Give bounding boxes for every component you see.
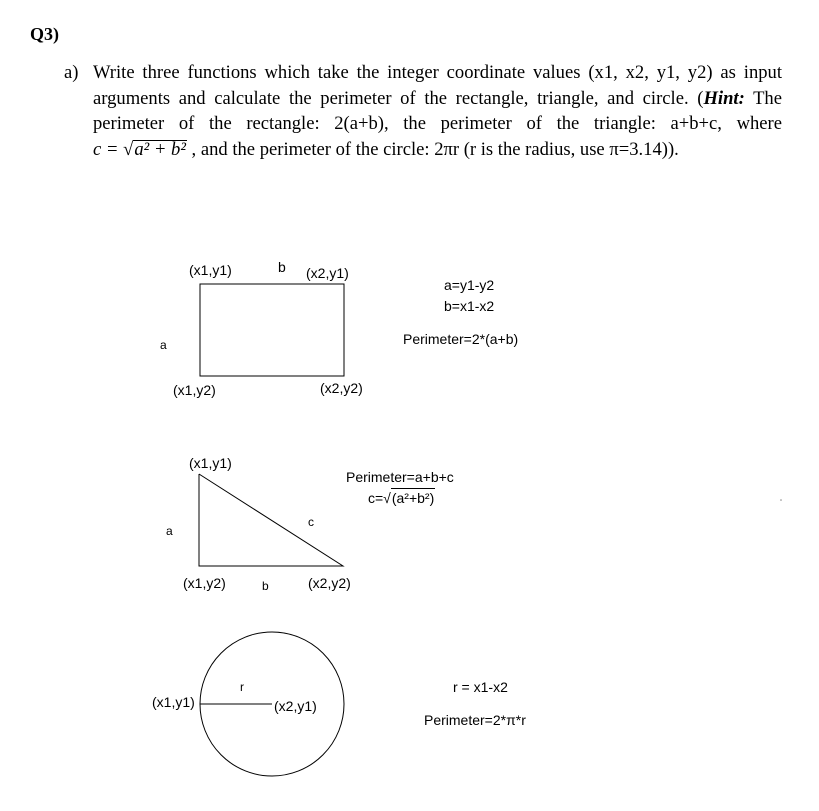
question-line-2-text: arguments and calculate the perimeter of the rectangle, triangle, and circle. ( bbox=[93, 87, 704, 109]
tri-perimeter: Perimeter=a+b+c bbox=[346, 469, 454, 485]
rect-left-side-label: a bbox=[160, 338, 167, 352]
hint-after: The bbox=[744, 87, 782, 109]
question-number: Q3) bbox=[30, 24, 59, 44]
formula-c-lhs: c = √ bbox=[93, 138, 134, 160]
rect-top-side-label: b bbox=[278, 259, 286, 275]
rectangle-shape bbox=[200, 284, 344, 376]
tri-bottom-right-label: (x2,y2) bbox=[308, 575, 351, 591]
part-label: a) bbox=[64, 62, 79, 83]
circle-radius-label: r bbox=[240, 680, 244, 694]
stray-dot bbox=[780, 499, 782, 501]
tri-hypotenuse-label: c bbox=[308, 515, 314, 529]
question-line-3: perimeter of the rectangle: 2(a+b), the perimeter of the triangle: a+b+c, where bbox=[93, 113, 782, 134]
circle-perimeter: Perimeter=2*π*r bbox=[424, 712, 526, 728]
tri-top-label: (x1,y1) bbox=[189, 455, 232, 471]
tri-c-formula bbox=[368, 488, 435, 507]
rect-top-right-label: (x2,y1) bbox=[306, 265, 349, 281]
rect-eq-b: b=x1-x2 bbox=[444, 298, 495, 314]
circle-eq-r: r = x1-x2 bbox=[453, 679, 508, 695]
circle-center-label: (x1,y1) bbox=[152, 694, 195, 710]
tri-bottom-left-label: (x1,y2) bbox=[183, 575, 226, 591]
tri-bottom-side-label: b bbox=[262, 579, 269, 593]
rect-top-left-label: (x1,y1) bbox=[189, 262, 232, 278]
formula-c-radicand: a² + b² bbox=[134, 138, 186, 160]
circle-edge-label: (x2,y1) bbox=[274, 698, 317, 714]
hint-label: Hint: bbox=[703, 87, 745, 109]
rect-eq-a: a=y1-y2 bbox=[444, 277, 495, 293]
tri-c-formula-radicand: (a²+b²) bbox=[391, 490, 435, 506]
question-line-4-tail: , and the perimeter of the circle: 2πr (r is the radius, use π=3.14)). bbox=[186, 138, 679, 160]
rect-bottom-right-label: (x2,y2) bbox=[320, 380, 363, 396]
tri-left-side-label: a bbox=[166, 524, 173, 538]
tri-c-formula-lhs: c=√ bbox=[368, 490, 391, 506]
triangle-shape bbox=[199, 474, 343, 566]
rect-bottom-left-label: (x1,y2) bbox=[173, 382, 216, 398]
question-line-1: Write three functions which take the integer coordinate values (x1, x2, y1, y2) as input bbox=[93, 62, 782, 83]
rect-perimeter: Perimeter=2*(a+b) bbox=[403, 331, 519, 347]
